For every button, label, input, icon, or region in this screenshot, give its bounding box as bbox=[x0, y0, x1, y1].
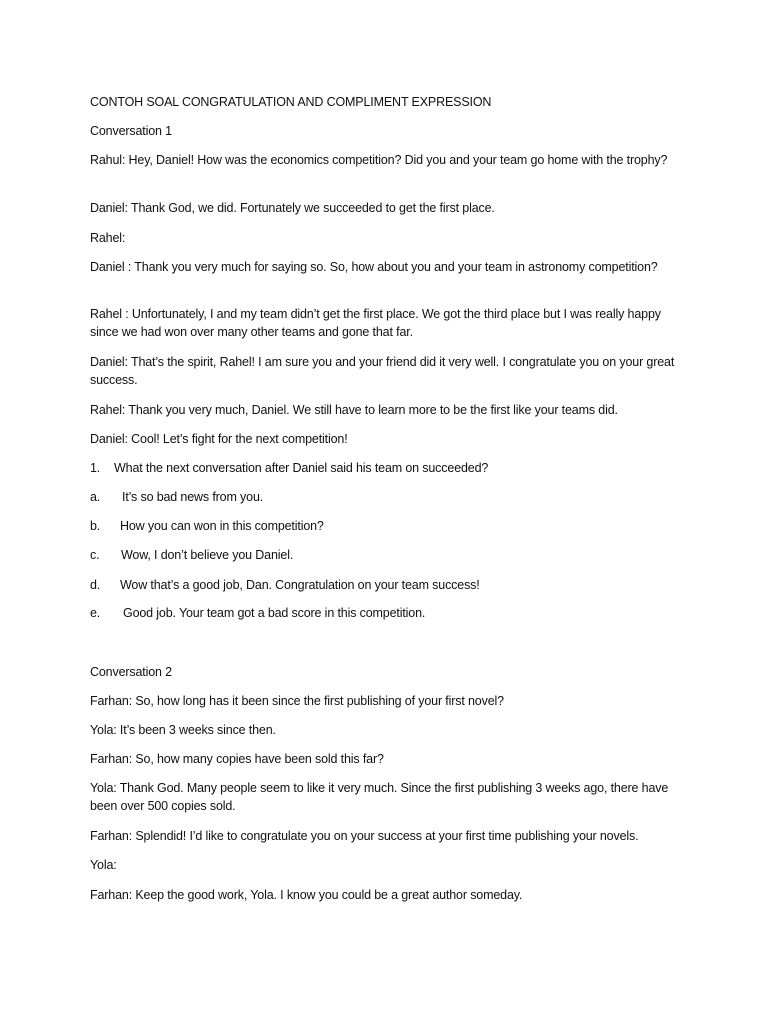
dialogue-line: Rahel: Thank you very much, Daniel. We still have to learn more to be the first like your teams did. bbox=[90, 403, 618, 417]
option-text: Good job. Your team got a bad score in this competition. bbox=[123, 606, 426, 620]
dialogue-line: Rahul: Hey, Daniel! How was the economics competition? Did you and your team go home with the trophy? bbox=[90, 153, 668, 167]
dialogue-line: Farhan: So, how many copies have been sold this far? bbox=[90, 752, 384, 766]
question-number: 1. bbox=[90, 461, 101, 475]
dialogue-line: Yola: bbox=[90, 858, 117, 872]
dialogue-line: Farhan: Keep the good work, Yola. I know you could be a great author someday. bbox=[90, 888, 523, 902]
option-text: Wow that’s a good job, Dan. Congratulation on your team success! bbox=[120, 578, 480, 592]
option-letter: e. bbox=[90, 606, 101, 620]
dialogue-line: Yola: It’s been 3 weeks since then. bbox=[90, 723, 276, 737]
option-letter: c. bbox=[90, 548, 100, 562]
conversation-2-heading: Conversation 2 bbox=[90, 665, 172, 679]
option-letter: b. bbox=[90, 519, 101, 533]
conversation-1-heading: Conversation 1 bbox=[90, 124, 172, 138]
dialogue-line: Farhan: So, how long has it been since the first publishing of your first novel? bbox=[90, 694, 504, 708]
dialogue-line: Yola: Thank God. Many people seem to like it very much. Since the first publishing 3 weeks ago, there have been over 500 copies sold. bbox=[90, 781, 669, 813]
dialogue-line: Rahel: bbox=[90, 231, 126, 245]
dialogue-line: Farhan: Splendid! I’d like to congratulate you on your success at your first time publishing your novels. bbox=[90, 829, 639, 843]
dialogue-line: Daniel: Cool! Let’s fight for the next competition! bbox=[90, 432, 348, 446]
dialogue-line: Rahel : Unfortunately, I and my team didn’t get the first place. We got the third place but I was really happy since we had won over many other teams and gone that far. bbox=[90, 307, 661, 339]
dialogue-line: Daniel: That’s the spirit, Rahel! I am sure you and your friend did it very well. I congratulate you on your great success. bbox=[90, 355, 675, 387]
option-text: Wow, I don’t believe you Daniel. bbox=[121, 548, 294, 562]
document-title: CONTOH SOAL CONGRATULATION AND COMPLIMENT EXPRESSION bbox=[90, 95, 492, 109]
question-text: What the next conversation after Daniel said his team on succeeded? bbox=[114, 461, 489, 475]
option-text: It’s so bad news from you. bbox=[122, 490, 264, 504]
option-text: How you can won in this competition? bbox=[120, 519, 324, 533]
dialogue-line: Daniel : Thank you very much for saying so. So, how about you and your team in astronomy competition? bbox=[90, 260, 658, 274]
dialogue-line: Daniel: Thank God, we did. Fortunately we succeeded to get the first place. bbox=[90, 201, 495, 215]
option-letter: d. bbox=[90, 578, 101, 592]
option-letter: a. bbox=[90, 490, 101, 504]
